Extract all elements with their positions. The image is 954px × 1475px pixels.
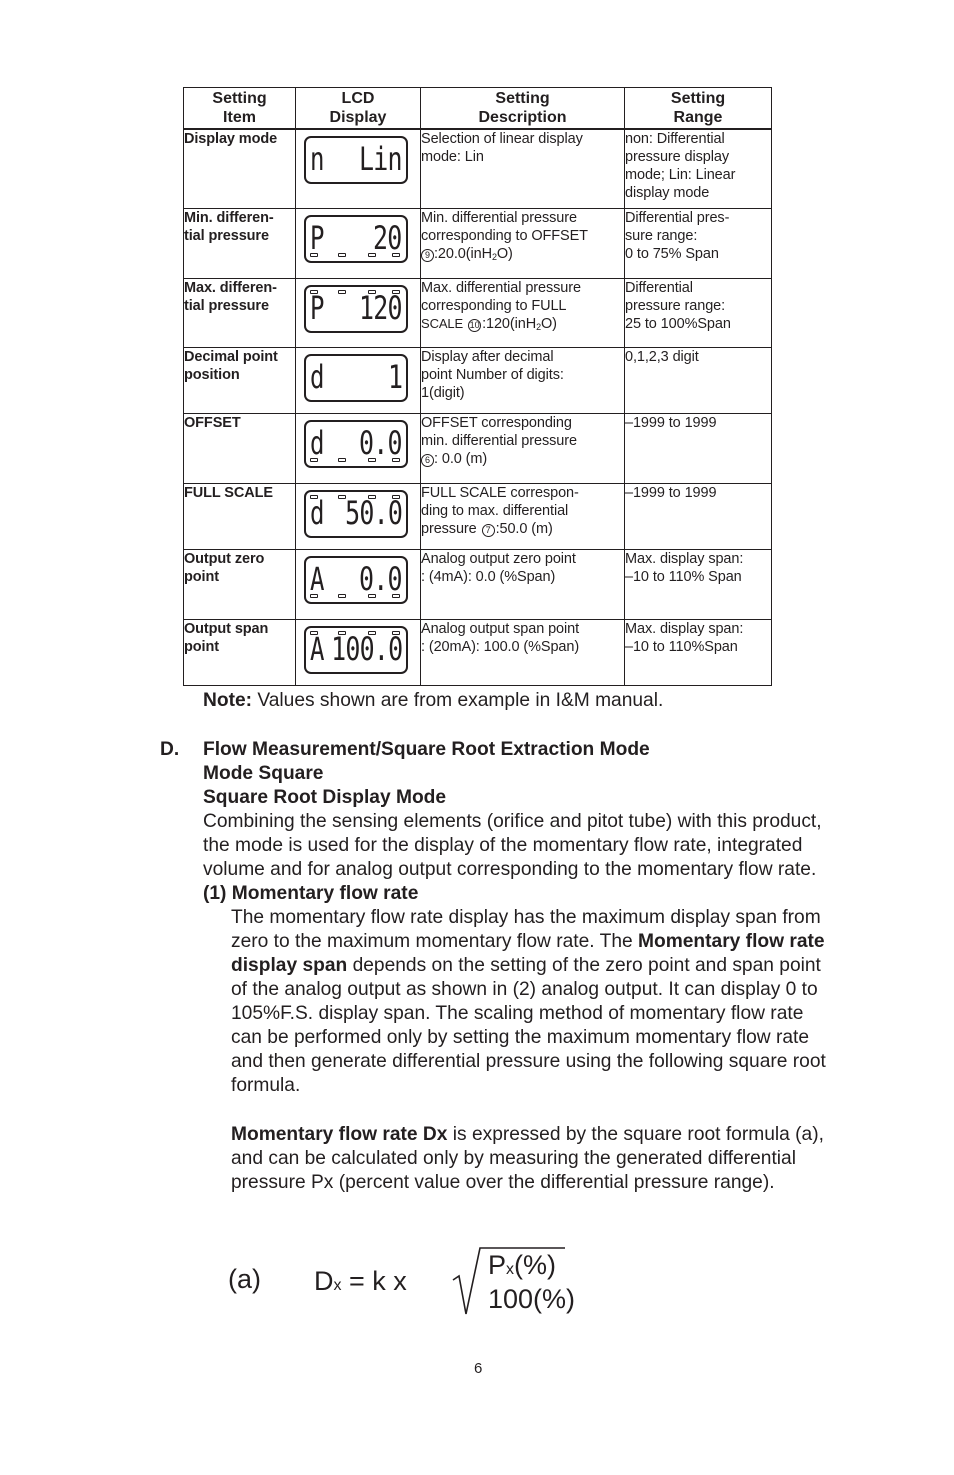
lcd-indicator-mark	[368, 290, 376, 294]
para-line: and can be calculated only by measuring the generated differential	[231, 1148, 796, 1169]
lcd-indicator-mark	[338, 253, 346, 257]
setting-range-text: Differential	[625, 280, 693, 296]
setting-description-text: OFFSET corresponding	[421, 415, 572, 431]
setting-description-text: ding to max. differential	[421, 503, 569, 519]
para-line: can be performed only by setting the maximum momentary flow rate	[231, 1027, 810, 1048]
table-row	[184, 279, 772, 348]
setting-description-text: Analog output zero point	[421, 551, 576, 567]
lcd-indicator-mark	[310, 631, 318, 635]
setting-range-cell	[625, 484, 772, 550]
setting-range-cell	[625, 279, 772, 348]
lcd-value: Lin	[359, 139, 402, 178]
setting-description-cell	[421, 484, 625, 550]
setting-item-text: Output zero	[184, 551, 265, 567]
lcd-display	[304, 626, 408, 674]
circled-number-icon: 6	[421, 454, 434, 467]
lcd-mode-letter: A	[310, 630, 325, 668]
setting-range-text: Differential pres-	[625, 210, 730, 226]
lcd-mode-letter: d	[310, 358, 325, 396]
lcd-display-cell	[296, 414, 421, 484]
setting-description-cell	[421, 620, 625, 686]
setting-description-text: corresponding to FULL	[421, 298, 567, 314]
lcd-indicator-mark	[310, 253, 318, 257]
lcd-indicator-mark	[392, 495, 400, 499]
para-line: 105%F.S. display span. The scaling method of momentary flow rate	[231, 1003, 804, 1024]
para-line: formula.	[231, 1075, 301, 1096]
setting-range-text: pressure range:	[625, 298, 726, 314]
setting-description-text: 9 :20.0(inH$_2$O)	[421, 245, 624, 266]
para-line: of the analog output as shown in (2) analog output. It can display 0 to	[231, 979, 818, 1000]
table-row	[184, 620, 772, 686]
formula-label: (a)	[228, 1264, 261, 1294]
lcd-indicator-mark	[338, 495, 346, 499]
lcd-mode-letter: d	[310, 494, 325, 532]
para-line: and then generate differential pressure using the following square root	[231, 1051, 826, 1072]
setting-description-text: : (4mA): 0.0 (%Span)	[421, 569, 556, 585]
formula-lhs: Dx = k x	[314, 1266, 407, 1296]
lcd-mode-letter: d	[310, 424, 325, 462]
lcd-indicator-marks	[312, 458, 400, 463]
setting-item-text: Min. differen-	[184, 210, 274, 226]
para-line: display span depends on the setting of the zero point and span point	[231, 955, 821, 976]
lcd-mode-letter: A	[310, 560, 325, 598]
lcd-value: 100.0	[330, 630, 402, 668]
intro-line: the mode is used for the display of the momentary flow rate, integrated	[203, 835, 803, 856]
setting-item-text: point	[184, 639, 219, 655]
lcd-indicator-mark	[368, 631, 376, 635]
setting-description-text: min. differential pressure	[421, 433, 577, 449]
lcd-indicator-marks	[312, 290, 400, 295]
table-row	[184, 550, 772, 620]
lcd-mode-letter: P	[310, 289, 325, 327]
setting-range-text: –10 to 110% Span	[625, 569, 742, 585]
setting-description-text: : (20mA): 100.0 (%Span)	[421, 639, 580, 655]
setting-range-cell	[625, 414, 772, 484]
lcd-indicator-mark	[392, 458, 400, 462]
lcd-display	[304, 420, 408, 468]
lcd-value: 1	[387, 358, 402, 396]
lcd-display-cell	[296, 209, 421, 279]
para-line: Momentary flow rate Dx is expressed by the square root formula (a),	[231, 1124, 824, 1145]
setting-item-text: point	[184, 569, 219, 585]
setting-item-text: Max. differen-	[184, 280, 277, 296]
setting-item-text: Output span	[184, 621, 269, 637]
para-line: pressure Px (percent value over the differential pressure range).	[231, 1172, 775, 1193]
setting-range-text: 0 to 75% Span	[625, 246, 719, 262]
setting-range-cell	[625, 550, 772, 620]
setting-range-text: –10 to 110%Span	[625, 639, 738, 655]
setting-description-text: SCALE 10 :120(inH$_2$O)	[421, 316, 557, 332]
setting-range-text: –1999 to 1999	[625, 415, 717, 431]
lcd-indicator-mark	[338, 290, 346, 294]
table-row	[184, 484, 772, 550]
setting-range-cell	[625, 129, 772, 209]
lcd-display-cell	[296, 348, 421, 414]
table-header-row	[184, 88, 772, 129]
setting-range-text: Max. display span:	[625, 621, 744, 637]
lcd-display-cell	[296, 129, 421, 209]
setting-item-cell	[184, 484, 296, 550]
setting-description-cell	[421, 279, 625, 348]
setting-item-text: FULL SCALE	[184, 485, 273, 501]
setting-range-text: display mode	[625, 184, 710, 201]
lcd-display	[304, 215, 408, 263]
setting-description-text: 6 : 0.0 (m)	[421, 450, 624, 468]
lcd-indicator-mark	[368, 594, 376, 598]
formula-numerator: Px(%)	[488, 1250, 557, 1280]
table-row	[184, 209, 772, 279]
setting-item-cell	[184, 209, 296, 279]
header-lcd-display: LCD Display	[296, 88, 421, 129]
setting-item-cell	[184, 348, 296, 414]
section-letter: D.	[160, 739, 180, 760]
lcd-display	[304, 136, 408, 184]
lcd-mode-letter: P	[310, 219, 325, 257]
lcd-indicator-mark	[310, 290, 318, 294]
lcd-indicator-marks	[312, 594, 400, 599]
setting-range-text: sure range:	[625, 228, 698, 244]
setting-item-text: Display mode	[184, 130, 278, 147]
setting-description-cell	[421, 209, 625, 279]
setting-description-text: pressure 7 :50.0 (m)	[421, 521, 553, 537]
formula-denominator: 100(%)	[488, 1284, 576, 1314]
setting-range-cell	[625, 620, 772, 686]
lcd-indicator-mark	[392, 594, 400, 598]
intro-line: volume and for analog output corresponding to the momentary flow rate.	[203, 859, 817, 880]
setting-item-cell	[184, 620, 296, 686]
para-line: zero to the maximum momentary flow rate. The Momentary flow rate	[231, 931, 825, 952]
table-note: Note: Values shown are from example in I&M manual.	[203, 690, 664, 711]
setting-description-cell	[421, 129, 625, 209]
lcd-display-cell	[296, 550, 421, 620]
setting-description-cell	[421, 414, 625, 484]
lcd-indicator-mark	[368, 253, 376, 257]
setting-description-cell	[421, 348, 625, 414]
circled-number-icon: 9	[421, 249, 434, 262]
setting-description-text: 1(digit)	[421, 385, 465, 401]
sub-heading: (1) Momentary flow rate	[203, 883, 419, 904]
lcd-display-cell	[296, 279, 421, 348]
setting-item-text: tial pressure	[184, 298, 269, 314]
lcd-indicator-mark	[310, 594, 318, 598]
setting-range-text: Max. display span:	[625, 551, 744, 567]
header-setting-range: Setting Range	[625, 88, 772, 129]
lcd-indicator-mark	[338, 631, 346, 635]
setting-item-text: OFFSET	[184, 415, 241, 431]
setting-range-cell	[625, 209, 772, 279]
section-heading-3: Square Root Display Mode	[203, 787, 447, 808]
lcd-value: 0.0	[359, 560, 402, 598]
lcd-display-cell	[296, 620, 421, 686]
setting-range-text: non: Differential	[625, 130, 725, 147]
lcd-indicator-mark	[338, 458, 346, 462]
header-setting-item: Setting Item	[184, 88, 296, 129]
setting-description-text: Selection of linear display	[421, 130, 583, 147]
lcd-indicator-mark	[310, 458, 318, 462]
setting-description-text: Min. differential pressure	[421, 210, 577, 226]
setting-item-cell	[184, 550, 296, 620]
setting-item-text: position	[184, 367, 240, 383]
setting-description-cell	[421, 550, 625, 620]
setting-item-text: Decimal point	[184, 349, 278, 365]
setting-range-text: 0,1,2,3 digit	[625, 349, 699, 365]
setting-range-text: –1999 to 1999	[625, 485, 717, 501]
lcd-indicator-marks	[312, 495, 400, 500]
setting-description-text: mode: Lin	[421, 148, 484, 165]
lcd-display	[304, 556, 408, 604]
settings-table	[183, 87, 772, 686]
lcd-display	[304, 285, 408, 333]
setting-range-text: pressure display	[625, 148, 729, 165]
table-row	[184, 414, 772, 484]
lcd-indicator-mark	[310, 495, 318, 499]
setting-range-text: mode; Lin: Linear	[625, 166, 736, 183]
circled-number-icon: 7	[482, 524, 495, 537]
para-line: The momentary flow rate display has the maximum display span from	[231, 907, 821, 928]
lcd-indicator-mark	[392, 631, 400, 635]
setting-description-text: corresponding to OFFSET	[421, 228, 588, 244]
lcd-value: 20	[373, 219, 402, 257]
lcd-value: 120	[359, 289, 402, 327]
lcd-indicator-mark	[368, 495, 376, 499]
intro-line: Combining the sensing elements (orifice and pitot tube) with this product,	[203, 811, 822, 832]
setting-item-cell	[184, 279, 296, 348]
lcd-display	[304, 490, 408, 538]
lcd-value: 0.0	[359, 424, 402, 462]
lcd-display	[304, 354, 408, 402]
setting-item-cell	[184, 129, 296, 209]
setting-description-text: FULL SCALE correspon-	[421, 485, 579, 501]
page-number: 6	[474, 1360, 483, 1377]
circled-number-icon: 10	[469, 320, 480, 330]
setting-item-cell	[184, 414, 296, 484]
lcd-indicator-mark	[338, 594, 346, 598]
lcd-indicator-marks	[312, 253, 400, 258]
lcd-value: 50.0	[345, 494, 402, 532]
lcd-indicator-mark	[368, 458, 376, 462]
table-row	[184, 129, 772, 209]
setting-description-text: Display after decimal	[421, 349, 554, 365]
table-row	[184, 348, 772, 414]
setting-description-text: Analog output span point	[421, 621, 580, 637]
lcd-indicator-mark	[392, 290, 400, 294]
section-heading-1: Flow Measurement/Square Root Extraction Mode	[203, 739, 650, 760]
setting-range-text: 25 to 100%Span	[625, 316, 731, 332]
lcd-display-cell	[296, 484, 421, 550]
section-heading-2: Mode Square	[203, 763, 324, 784]
lcd-indicator-mark	[392, 253, 400, 257]
setting-range-cell	[625, 348, 772, 414]
setting-item-text: tial pressure	[184, 228, 269, 244]
setting-description-text: point Number of digits:	[421, 367, 564, 383]
header-setting-description: Setting Description	[421, 88, 625, 129]
setting-description-text: Max. differential pressure	[421, 280, 581, 296]
lcd-mode-letter: n	[310, 139, 325, 178]
lcd-indicator-marks	[312, 631, 400, 636]
